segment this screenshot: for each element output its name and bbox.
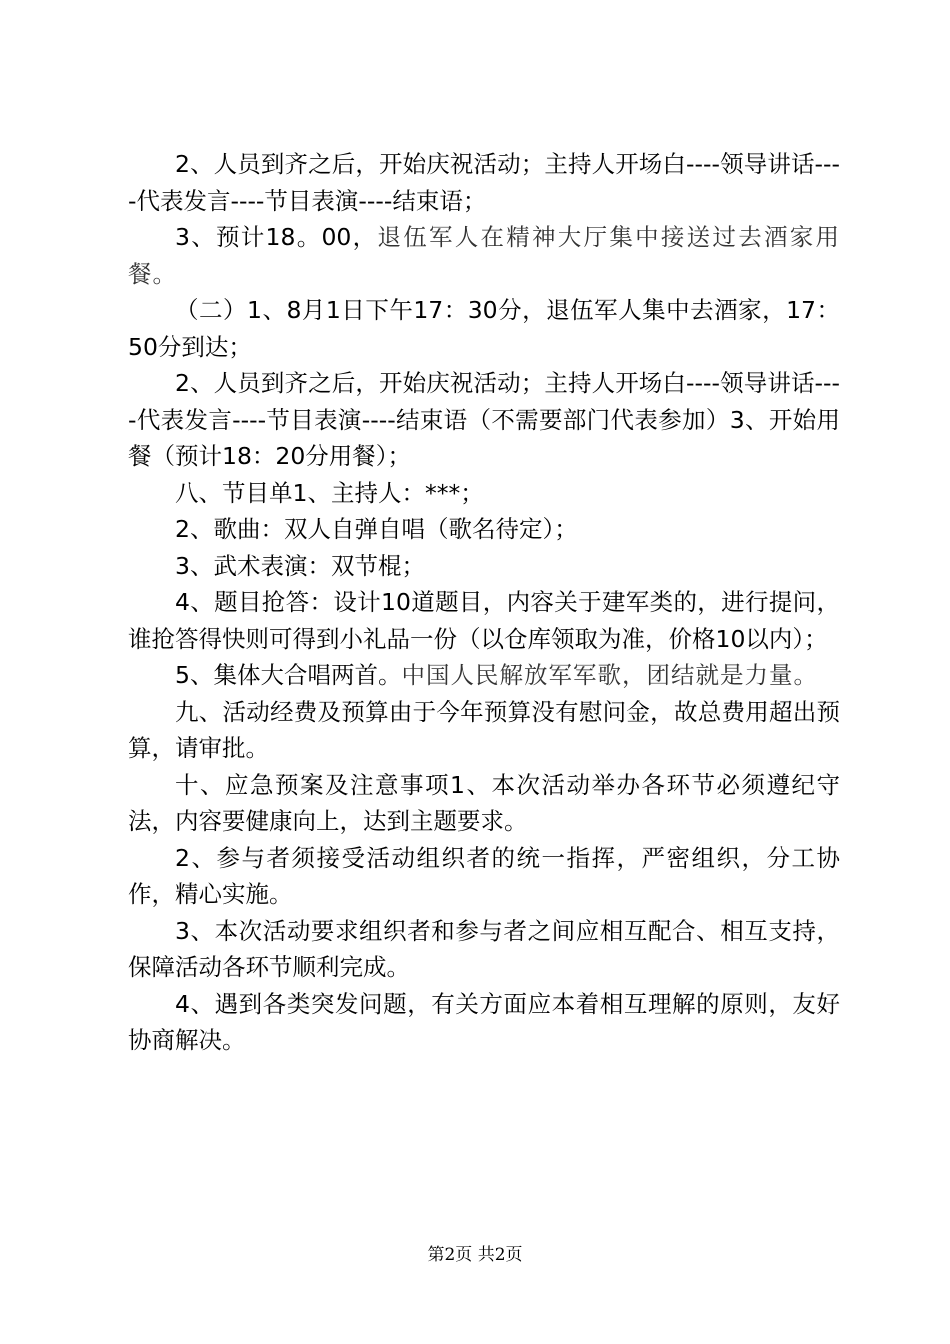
paragraph-text: 3、武术表演：双节棍； — [175, 551, 425, 580]
paragraph-text: 2、人员到齐之后，开始庆祝活动；主持人开场白----领导讲话----代表发言----节目表演----结束语（不需要部门代表参加）3、开始用餐（预计18：20分用餐）； — [128, 369, 840, 470]
paragraph — [128, 913, 840, 986]
paragraph-text: 4、题目抢答：设计10道题目，内容关于建军类的，进行提问，谁抢答得快则可得到小礼品一份（以仓库领取为准，价格10以内）； — [128, 588, 840, 653]
paragraph — [128, 219, 840, 292]
paragraph-text: （二）1、8月1日下午17：30分，退伍军人集中去酒家，17：50分到达； — [128, 296, 840, 361]
paragraph-text: 5、集体大合唱两首。 — [175, 661, 402, 689]
paragraph — [128, 548, 840, 585]
paragraph-text: 3、本次活动要求组织者和参与者之间应相互配合、相互支持，保障活动各环节顺利完成。 — [128, 916, 840, 981]
paragraph-soft-text: 中国人民解放军军歌，团结就是力量。 — [401, 661, 818, 689]
paragraph-text: 八、节目单1、主持人：***； — [175, 478, 484, 507]
page-number-label: 第2页 共2页 — [427, 1245, 523, 1265]
paragraph — [128, 511, 840, 548]
page-footer — [0, 1244, 950, 1266]
paragraph-text: 九、活动经费及预算由于今年预算没有慰问金，故总费用超出预算，请审批。 — [128, 697, 840, 762]
paragraph-text: 2、歌曲：双人自弹自唱（歌名待定）； — [175, 515, 578, 543]
paragraph-text: 3、预计18。00， — [175, 223, 378, 251]
paragraph-text: 2、人员到齐之后，开始庆祝活动；主持人开场白----领导讲话----代表发言----节目表演----结束语； — [128, 150, 840, 215]
paragraph — [128, 584, 840, 657]
paragraph-text: 十、应急预案及注意事项1、本次活动举办各环节必须遵纪守法，内容要健康向上，达到主题要求。 — [128, 770, 840, 835]
document-body — [128, 146, 840, 1059]
paragraph — [128, 840, 840, 913]
paragraph — [128, 657, 840, 694]
paragraph — [128, 292, 840, 365]
paragraph-soft-text: 退伍军人在精神大厅集中接送过去酒家用餐。 — [128, 223, 841, 288]
paragraph — [128, 365, 840, 475]
paragraph-text: 2、参与者须接受活动组织者的统一指挥，严密组织，分工协作，精心实施。 — [128, 843, 840, 908]
paragraph — [128, 146, 840, 219]
paragraph — [128, 767, 840, 840]
paragraph-text: 4、遇到各类突发问题，有关方面应本着相互理解的原则，友好协商解决。 — [128, 989, 840, 1054]
paragraph — [128, 694, 840, 767]
paragraph — [128, 986, 840, 1059]
paragraph — [128, 475, 840, 512]
